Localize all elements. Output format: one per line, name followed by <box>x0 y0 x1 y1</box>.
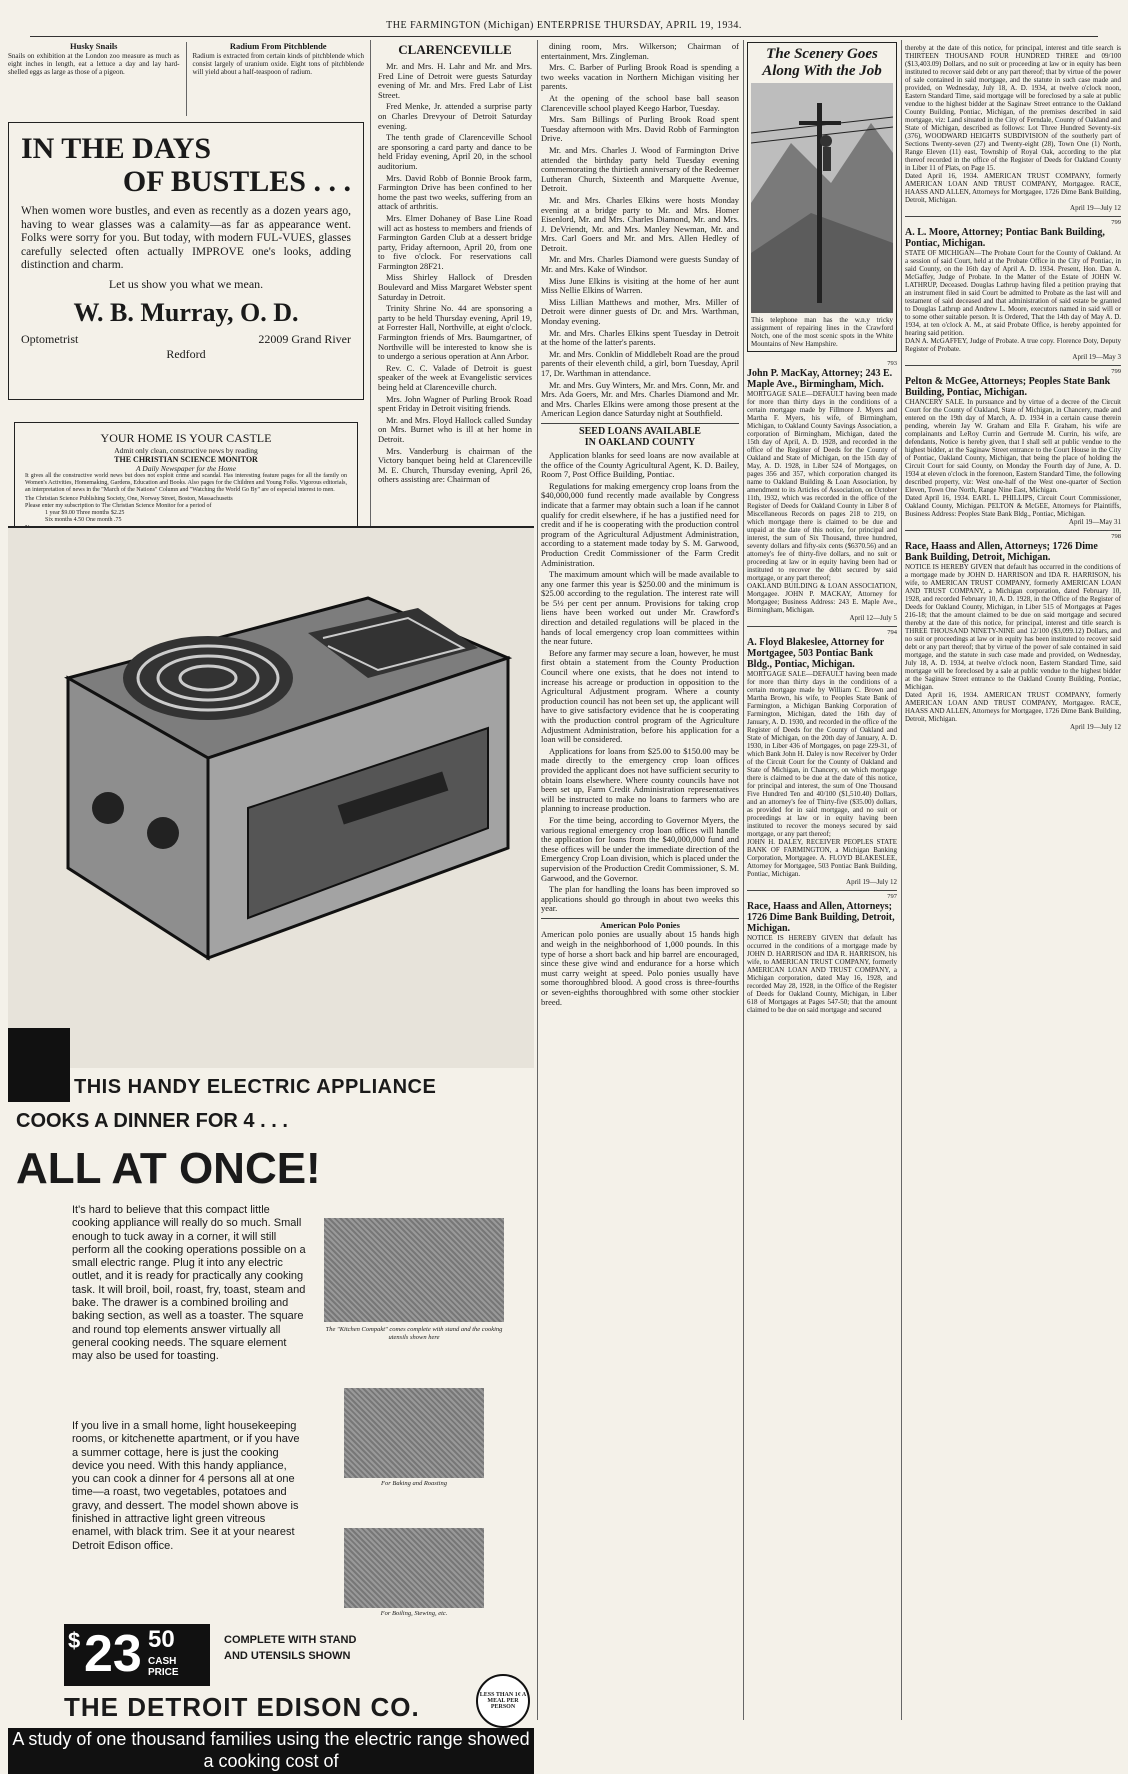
monitor-price-1: 1 year $9.00 Three months $2.25 <box>45 510 125 516</box>
notice-number: 793 <box>887 360 897 367</box>
news-item: Mrs. Vanderburg is chairman of the Victory banquet being held at Clarenceville M. E. Church, Thursday evening, April 26, others assisting are: Chairman of <box>378 445 532 485</box>
telephone-lineman-photo <box>751 83 893 313</box>
notice-heading: A. L. Moore, Attorney; Pontiac Bank Building, Pontiac, Michigan. <box>905 227 1105 249</box>
drop-cap-block <box>8 1028 70 1102</box>
legal-notice <box>905 216 1121 361</box>
edison-body-1: It's hard to believe that this compact little cooking appliance will really do so much. Small enough to tuck away in a corner, it will still perform all the cooking operations possible on a small electric range. Plug it into any electric outlet, and it is ready for practically any cooking task. It will broil, boil, roast, fry, toast, steam and bake. The drawer is a combined broiling and baking section, as well as a toaster. The square and round top elements answer virtually all general cooking needs. The square element may also be used for toasting. <box>72 1204 306 1363</box>
edison-ad <box>8 526 534 1771</box>
monitor-price-2: Six months 4.50 One month .75 <box>45 517 122 523</box>
scenery-caption: This telephone man has the w.n.y tricky assignment of repairing lines in the Crawford Notch, one of the most scenic spots in the White Mountains of New Hampshire. <box>751 316 893 348</box>
bustles-ad <box>8 122 364 400</box>
news-item: Mrs. John Wagner of Purling Brook Road spent Friday in Detroit visiting friends. <box>378 393 532 414</box>
news-item: Mrs. C. Barber of Purling Brook Road is spending a two weeks vacation in Northern Michigan visiting her parents. <box>541 62 739 92</box>
monitor-title: YOUR HOME IS YOUR CASTLE <box>100 431 272 445</box>
caption-boiling: For Boiling, Stewing, etc. <box>380 1610 448 1617</box>
news-item: Mrs. David Robb of Bonnie Brook farm, Farmington Drive has been confined to her home the past two weeks, suffering from an attack of arthritis. <box>378 172 532 212</box>
monitor-form-head: The Christian Science Publishing Society, One, Norway Street, Boston, Massachusetts <box>25 496 233 502</box>
optometrist-profession: Optometrist <box>21 331 79 346</box>
radium-title: Radium From Pitchblende <box>229 42 327 51</box>
polo-title: American Polo Ponies <box>600 919 680 930</box>
edison-company: THE DETROIT EDISON CO. <box>64 1692 420 1722</box>
legal-notices-col5 <box>905 42 1121 731</box>
monitor-body: It gives all the constructive world news but does not exploit crime and scandal. Has interesting feature pages for all the family on Women's Activities, Homemaking, Gardens, Education and Books. Also pages for the Children and Young Folks. Vigorous editorials, an interpretation of news in the "March of the Nations" Column and "Watching the World Go By" are of especial interest to men. <box>25 473 347 493</box>
news-item: Mr. and Mrs. Charles J. Wood of Farmington Drive attended the birthday party held Tuesday evening commemorating the thirtieth anniversary of the Redeemer Lutheran Church, Sixteenth and Marquette Avenue, Detroit. <box>541 144 739 194</box>
news-item: Miss Lillian Matthews and mother, Mrs. Miller of Detroit were dinner guests of Dr. and Mrs. Warthman, Monday evening. <box>541 296 739 327</box>
news-item: Mrs. Elmer Dohaney of Base Line Road will act as hostess to members and friends of Farmington Garden Club at a dessert bridge party, Friday afternoon, April 20, from one to five o'clock. For reservations call Farmington 28F21. <box>378 212 532 271</box>
notice-heading: Race, Haass and Allen, Attorneys; 1726 Dime Bank Building, Detroit, Michigan. <box>905 541 1098 563</box>
column-4 <box>747 42 897 1732</box>
edison-footer: A study of one thousand families using the electric range showed a cooking cost of <box>8 1728 534 1774</box>
legal-notice <box>747 890 897 1014</box>
notice-signature: OAKLAND BUILDING & LOAN ASSOCIATION, Mortgagee. JOHN P. MACKAY, Attorney for Mortgagee; Business Address: 243 E. Maple Ave., Birmingham, Michigan. <box>747 582 897 614</box>
news-item: Miss June Elkins is visiting at the home of her aunt Miss Nellie Elkins of Warren. <box>541 275 739 296</box>
news-item: At the opening of the school base ball season Clarenceville school played Keego Harbor, Tuesday. <box>541 92 739 113</box>
optometrist-address: 22009 Grand River <box>258 331 351 346</box>
price-note: COMPLETE WITH STAND AND UTENSILS SHOWN <box>224 1634 357 1662</box>
monitor-line2: THE CHRISTIAN SCIENCE MONITOR <box>114 455 258 464</box>
news-item: Mr. and Mrs. Guy Winters, Mr. and Mrs. Conn, Mr. and Mrs. Ada Goers, Mr. and Mrs. Charles Diamond and Mr. and Mrs. Charles Elkins were among those present at the American Legion dance Saturday night at Southfield. <box>541 379 739 419</box>
snippets-row <box>8 42 364 116</box>
notice-body: CHANCERY SALE. In pursuance and by virtue of a decree of the Circuit Court for the County of Oakland, State of Michigan, in Chancery, made and entered on the 19th day of March, A. D. 1934 in a certain cause therein pending, wherein Jay W. Graham and Ella F. Graham, his wife are complainants and LeRoy Currin and Gertrude M. Currin, his wife, are defendants, Notice is hereby given, that I shall sell at public vendue to the highest bidder, at the Saginaw Street entrance to the Court House in the City of Pontiac, Oakland County, Michigan, that being the place of holding the Circuit Court for said County, on Monday the Fourth day of June, A. D. 1934 at eleven o'clock in the forenoon, Eastern Standard Time, the following described property, viz: West one-half of the West one-quarter of Section Eleven, Town One North, Range Nine East, Michigan. <box>905 398 1121 494</box>
price-label: CASH PRICE <box>148 1656 179 1678</box>
snails-title: Husky Snails <box>70 42 118 51</box>
social-items <box>541 42 739 419</box>
legal-notice <box>905 365 1121 526</box>
snails-body: Snails on exhibition at the London zoo measure as much as eight inches in length, eat a lettuce a day and lay hard-shelled eggs as large as those of a pigeon. <box>8 51 180 76</box>
notice-signature: JOHN H. DALEY, RECEIVER PEOPLES STATE BANK OF FARMINGTON, a Michigan Banking Corporation, Mortgagee. A. FLOYD BLAKESLEE, Attorney for Mortgagee, 503 Pontiac Bank Building, Pontiac, Michigan. <box>747 838 897 878</box>
bustles-title-2: OF BUSTLES . . . <box>122 165 351 198</box>
notice-heading: Race, Haass and Allen, Attorneys; 1726 Dime Bank Building, Detroit, Michigan. <box>747 901 895 934</box>
notice-number: 794 <box>887 629 897 636</box>
news-item: Mrs. Sam Billings of Purling Brook Road spent Tuesday afternoon with Mrs. David Robb of Farmington Drive. <box>541 114 739 144</box>
news-item: Mr. and Mrs. Charles Elkins were hosts Monday evening at a bridge party to Mr. and Mrs. Homer Eisenlord, Mr. and Mrs. Charles Diamond, Mr. and Mrs. J. DeVriendt, Mr. and Mrs. Manley Newman, Mr. and Mrs. Carl Goers and Mr. and Mrs. Allen Hedley of Detroit. <box>541 194 739 253</box>
notice-dates: April 19—July 12 <box>846 878 897 886</box>
caption-baking: For Baking and Roasting <box>381 1480 447 1487</box>
clarenceville-column <box>378 42 532 522</box>
news-item: Fred Menke, Jr. attended a surprise party on Charles Drevyour of Detroit Saturday evening. <box>378 101 532 131</box>
caption-stand: The "Kitchen Compakt" comes complete with stand and the cooking utensils shown here <box>325 1326 503 1341</box>
cost-seal: LESS THAN 1¢ A MEAL PER PERSON <box>476 1674 530 1728</box>
news-item: Mr. and Mrs. Charles Diamond were guests Sunday of Mr. and Mrs. Kake of Windsor. <box>541 254 739 275</box>
edison-body-2: If you live in a small home, light housekeeping rooms, or kitchenette apartment, or if you have a summer cottage, here is just the cooking device you need. With this handy appliance, you can cook a dinner for 4 persons all at one time—a roast, two vegetables, potatoes and gravy, and dessert. The model shown above is finished in attractive light green vitreous enamel, with black trim. See it at your nearest Detroit Edison office. <box>72 1420 300 1552</box>
notice-signature: Dated April 16, 1934. AMERICAN TRUST COMPANY, formerly AMERICAN LOAN AND TRUST COMPANY, Mortgagee. RACE, HAASS AND ALLEN, Attorneys for Mortgagee, 1726 Dime Bank Building, Detroit, Michigan. <box>905 172 1121 204</box>
price-badge <box>64 1624 210 1686</box>
news-item: Rev. C. C. Valade of Detroit is guest speaker of the week at Evangelistic services being held at Clarenceville church. <box>378 362 532 392</box>
notice-body: NOTICE IS HEREBY GIVEN that default has occurred in the conditions of a mortgage made by JOHN D. HARRISON and IDA R. HARRISON, his wife, to AMERICAN TRUST COMPANY, formerly AMERICAN LOAN AND TRUST COMPANY, a Michigan corporation, dated May 16, 1928, and recorded May 28, 1928, in the Office of the Register of Deeds for Oakland County, Michigan, in Liber 618 of Mortgages at Pages 547-50; that the amount claimed to be due on said mortgage and secured <box>747 934 897 1014</box>
notice-body: STATE OF MICHIGAN—The Probate Court for the County of Oakland. At a session of said Court, held at the Probate Office in the City of Pontiac, in said County, on the 16th day of April A. D. 1934. Present, Hon. Dan A. McGaffey, Judge of Probate. In the Matter of the Estate of JOHN W. LATHRUP, Deceased. Douglas Lathrup having filed a petition praying that an instrument filed in said Court be admitted to Probate as the last will and testament of said deceased and that administration of said estate be granted to Douglas Lathrup and Andrew L. Moore, executors named in said will or to some other suitable person. It is Ordered, That the 14th day of May A. D. 1934, at ten o'clock A. M., at said Probate Office, is hereby appointed for hearing said petition. <box>905 249 1121 337</box>
scenery-title-2: Along With the Job <box>762 63 882 79</box>
monitor-form-line: Please enter my subscription to The Christian Science Monitor for a period of <box>25 503 212 509</box>
notice-body: MORTGAGE SALE—DEFAULT having been made for more than thirty days in the conditions of a certain mortgage made by Fillmore J. Myers and Martha F. Myers, his wife, of Birmingham, Michigan, to Oakland County Savings Association, a corporation of Birmingham, Michigan, dated the 15th day of April, A. D. 1928, and recorded in the office of the Register of Deeds for the County of Oakland and State of Michigan, on the 15th day of May, A. D. 1928, in Liber 524 of Mortgages, on pages 356 and 357, which corporation changed its name to Oakland Building & Loan Association, by amendment to its Articles of Association, on October 11th, 1932, which was recorded in the office of the Register of Deeds for Oakland County in Liber 8 of Miscellaneous Records on pages 218 to 219, on which mortgage there is claimed to be due and unpaid at the date of this notice, for principal and interest, the sum of Six Thousand, three hundred, seventy dollars and fifty-six cents ($6370.56) and an attorney's fee of thirty-five dollars, and no suit or proceeding at law or in equity having been had or instituted to recover the debt secured by said mortgage, or any part thereof; <box>747 390 897 582</box>
article-paragraph: Application blanks for seed loans are now available at the office of the County Agricultural Agent, K. D. Bailey, Room 7, Post Office Building, Pontiac. <box>541 449 739 480</box>
legal-notice <box>747 626 897 886</box>
notice-dates: April 19—July 12 <box>1070 204 1121 212</box>
price-dollar: $ <box>68 1628 81 1653</box>
clarenceville-title: CLARENCEVILLE <box>398 42 512 57</box>
article-paragraph: For the time being, according to Governor Myers, the various regional emergency crop loan offices will handle the application for loans from the $40,000,000 fund and these offices will be under the immediate direction of the Emergency Crop Loan division, which is placed under the supervision of the Production Credit Commissioner, S. M. Garwood, and the Governor. <box>541 814 739 883</box>
seed-loans-article <box>541 423 739 914</box>
news-item: Mr. and Mrs. Conklin of Middlebelt Road are the proud parents of their eleventh child, a girl, born Tuesday, April 17, Dr. Warthman in attendance. <box>541 348 739 378</box>
optometrist-name: W. B. Murray, O. D. <box>73 297 299 327</box>
baking-photo <box>344 1388 484 1478</box>
bustles-cta: Let us show you what we mean. <box>108 276 264 291</box>
polo-article <box>541 918 739 1007</box>
article-paragraph: The plan for handling the loans has been improved so applications should go through in about two weeks this year. <box>541 884 739 914</box>
news-item: The tenth grade of Clarenceville School are sponsoring a card party and dance to be held Friday evening, April 20, in the school auditorium. <box>378 132 532 171</box>
notice-heading: John P. MacKay, Attorney; 243 E. Maple Ave., Birmingham, Mich. <box>747 368 893 390</box>
notice-body: NOTICE IS HEREBY GIVEN that default has occurred in the conditions of a mortgage made by JOHN D. HARRISON and IDA R. HARRISON, his wife, to AMERICAN TRUST COMPANY, formerly AMERICAN LOAN AND TRUST COMPANY, a Michigan corporation, dated February 10, 1928, and recorded February 10, A. D. 1928, in the Office of the Register of Deeds for Oakland County, Michigan, in Liber 515 of Mortgages at Pages 216-18; that the amount claimed to be due on said mortgage and secured thereby at the date of this notice, for principal, interest and title search is THREE THOUSAND NINETY-NINE and 12/100 ($3,099.12) Dollars, and no suit or proceedings at law or in equity has been instituted to recover said debt or any part thereof; that by virtue of the power of sale contained in said mortgage, and the statute in such case made and provided, on Wednesday, July 18, A. D. 1934, at twelve o'clock noon, Eastern Standard Time, said mortgage will be foreclosed by a sale at public vendue to the highest bidder at the Saginaw Street entrance to the Oakland County Building, Pontiac, Michigan. <box>905 563 1121 691</box>
notice-signature: Dated April 16, 1934. AMERICAN TRUST COMPANY, formerly AMERICAN LOAN AND TRUST COMPANY, Mortgagee. RACE, HAASS AND ALLEN, Attorneys for Mortgagee, 1726 Dime Bank Building, Detroit, Michigan. <box>905 691 1121 723</box>
news-item: Mr. and Mrs. Floyd Hallock called Sunday on Mrs. Burnet who is ill at her home in Detroit. <box>378 414 532 444</box>
notice-dates: April 19—May 31 <box>1068 518 1121 526</box>
page-header: THE FARMINGTON (Michigan) ENTERPRISE THURSDAY, APRIL 19, 1934. <box>30 20 1098 37</box>
optometrist-city: Redford <box>166 346 206 361</box>
optometrist-details <box>21 332 351 347</box>
notice-heading: Pelton & McGee, Attorneys; Peoples State Bank Building, Pontiac, Michigan. <box>905 376 1111 398</box>
bustles-body: When women wore bustles, and even as recently as a dozen years ago, having to wear glasses was a calamity—as far as appearance went. Folks were sorry for you. But today, with modern FUL-VUES, glasses carefully selected often actually IMPROVE one's looks, adding distinction and charm. <box>21 205 351 271</box>
notice-number: 798 <box>1111 533 1121 540</box>
article-paragraph: Applications for loans from $25.00 to $150.00 may be made directly to the emergency crop loan offices provided the applicant does not have sufficient security to obtain loans elsewhere. Where county councils have not been set up, Farm Credit Administration representatives will be instructed to make no loans to farmers who are planning to increase production. <box>541 745 739 814</box>
notice-signature: Dated April 16, 1934. EARL L. PHILLIPS, Circuit Court Commissioner, Oakland County, Michigan. PELTON & McGEE, Attorneys for Plaintiffs, Business Address: Peoples State Bank Bldg., Pontiac, Michigan. <box>905 494 1121 518</box>
edison-headline-1: THIS HANDY ELECTRIC APPLIANCE <box>74 1076 437 1098</box>
article-paragraph: Regulations for making emergency crop loans from the $40,000,000 fund recently made available by Congress indicate that a farmer may obtain such a loan if he cannot qualify for credit elsewhere, if he has a justified need for credit and if he is cooperating with the production control program of the Agricultural Adjustment Administration, according to a statement made today by S. M. Garwood, Production Credit Commissioner of the Farm Credit Administration. <box>541 480 739 568</box>
article-paragraph: The maximum amount which will be made available to any one farmer this year is $250.00 and the minimum is $25.00 according to the regulation. The interest rate will be 5½ per cent per annum. Provisions for taking crop liens have been worked out under Mr. Crawford's direction and detailed regulations will be placed in the hands of local emergency crop loan committees within the near future. <box>541 569 739 647</box>
notice-dates: April 12—July 5 <box>849 614 897 622</box>
scenery-feature <box>747 42 897 352</box>
notice-signature: DAN A. McGAFFEY, Judge of Probate. A true copy. Florence Doty, Deputy Register of Probate. <box>905 337 1121 353</box>
legal-notice <box>905 530 1121 731</box>
column-rule <box>537 40 538 1720</box>
radium-body: Radium is extracted from certain kinds of pitchblende which consist largely of uranium oxide. Eight tons of pitchblende will yield about a half-teaspoon of radium. <box>192 51 364 76</box>
edison-headline-3: ALL AT ONCE! <box>16 1144 321 1193</box>
news-item: Mr. and Mrs. Charles Elkins spent Tuesday in Detroit at the home of the latter's parents. <box>541 327 739 348</box>
news-item: Miss Shirley Hallock of Dresden Boulevard and Miss Margaret Webster spent Saturday in Detroit. <box>378 272 532 302</box>
column-3 <box>541 42 739 1732</box>
price-main: 23 <box>84 1625 142 1683</box>
seed-title-1: SEED LOANS AVAILABLE <box>579 425 701 437</box>
seed-body <box>541 451 739 914</box>
bustles-title-1: IN THE DAYS <box>21 132 212 165</box>
notice-body: thereby at the date of this notice, for principal, interest and title search is THIRTEEN THOUSAND FOUR HUNDRED THREE and 09/100 ($13,403.09) Dollars, and no suit or proceeding at law or in equity has been instituted to recover said debt or any part thereof; that by virtue of the power of sale contained in said mortgage, and the statute in such case made and provided, on Wednesday, July 18, A. D. 1934, at twelve o'clock noon, Eastern Standard Time, said mortgage will be foreclosed by a sale at public vendue to the highest bidder at the Saginaw Street entrance to the Oakland County Building, Pontiac, Michigan, of the premises described in said mortgage, viz: Land situated in the City of Ferndale, County of Oakland and State of Michigan, described as follows: Lot Three Hundred Seventy-six (376), WOODWARD HEIGHTS SUBDIVISION of the southerly part of Sections Twenty-seven (27) and Twenty-eight (28), Town One (1) North, Range Eleven (11) east, Township of Royal Oak, according to the plat thereof recorded in the office of the Register of Deeds for Oakland County in Liber 11 of Plats, on Page 15. <box>905 44 1121 172</box>
notice-body: MORTGAGE SALE—DEFAULT having been made for more than thirty days in the conditions of a certain mortgage made by William C. Brown and Martha Brown, his wife, to Peoples State Bank of Farmington, a Michigan Banking Corporation of Farmington, Michigan, dated the 16th day of January, A. D. 1930, and recorded in the office of the Register of Deeds for the County of Oakland and State of Michigan, on the 20th day of January, A. D. 1930, in Liber 436 of Mortgages, on page 229-31, of which Bank John H. Daley is now Receiver by Order of the Circuit Court for the County of Oakland and State of Michigan, in Chancery, on which mortgage there is claimed to be due at the date of this notice, for principal and interest, the sum of One Thousand Five Hundred Ten and 40/100 ($1,510.40) Dollars, and an attorney's fee of Thirty-five ($35.00) dollars, as provided for in said mortgage, and no suit or proceedings at law or in equity having been instituted to recover the moneys secured by said mortgage, or any part thereof; <box>747 670 897 838</box>
legal-notices-col4 <box>747 358 897 1014</box>
news-item: dining room, Mrs. Wilkerson; Chairman of entertainment, Mrs. Zingleman. <box>541 42 739 61</box>
news-item: Mr. and Mrs. H. Lahr and Mr. and Mrs. Fred Line of Detroit were guests Saturday evening of Mr. and Mrs. Fred Labr of List Street. <box>378 61 532 100</box>
radium-snippet <box>193 42 365 116</box>
clarenceville-body <box>378 62 532 485</box>
seed-title-2: IN OAKLAND COUNTY <box>584 436 696 448</box>
notice-number: 797 <box>887 893 897 900</box>
scenery-title-1: The Scenery Goes <box>766 46 878 62</box>
monitor-line3: A Daily Newspaper for the Home <box>135 464 237 473</box>
legal-notice <box>905 42 1121 212</box>
legal-notice <box>747 358 897 622</box>
news-item: Trinity Shrine No. 44 are sponsoring a party to be held Thursday evening, April 19, at Forrester Hall, Northville, at eight o'clock. Farmington friends of Mrs. Baumgartner, of Northville will be interested to know she is to undergo a serious operation at Ann Arbor. <box>378 303 532 362</box>
notice-dates: April 19—July 12 <box>1070 723 1121 731</box>
column-rule <box>743 40 744 1720</box>
notice-heading: A. Floyd Blakeslee, Attorney for Mortgagee, 503 Pontiac Bank Bldg., Pontiac, Michigan. <box>747 637 885 670</box>
monitor-line1: Admit only clean, constructive news by reading <box>114 446 258 455</box>
polo-body: American polo ponies are usually about 15 hands high and weigh in the neighborhood of 1,000 pounds. In this type of horse a short back and hip barrel are encouraged, since these give wind and endurance for a horse which must carry weight at speed. Polo ponies usually have some thoroughbred blood. A good cross is three-fourths or seven-eighths thoroughbred with some other stockier breed. <box>541 929 739 1007</box>
column-5 <box>905 42 1121 1732</box>
price-cents: 50 <box>148 1626 175 1653</box>
boiling-photo <box>344 1528 484 1608</box>
appliance-stand-photo <box>324 1218 504 1322</box>
electric-appliance-illustration <box>8 528 534 1068</box>
column-rule <box>901 40 902 1720</box>
article-paragraph: Before any farmer may secure a loan, however, he must first obtain a statement from the County Production Council where one exists, that he does not intend to increase his acreage or production in opposition to the Agricultural Adjustment program. Where a county production council has not been set up, the applicant will have to give satisfactory evidence that he is cooperating with the production control program of the Agriculture Adjustment Administration, before his application for a loan will be considered. <box>541 647 739 745</box>
edison-headline-2: COOKS A DINNER FOR 4 . . . <box>16 1110 288 1132</box>
notice-number: 799 <box>1111 368 1121 375</box>
notice-number: 799 <box>1111 219 1121 226</box>
notice-dates: April 19—May 3 <box>1072 353 1121 361</box>
snails-snippet <box>8 42 180 116</box>
